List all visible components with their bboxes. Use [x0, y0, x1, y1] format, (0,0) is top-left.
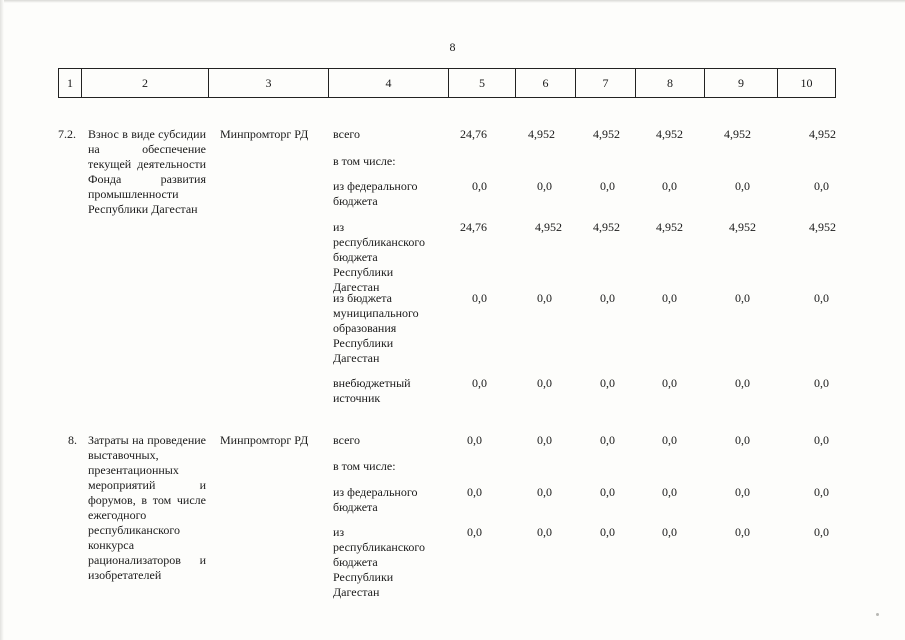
source-label: из республиканского бюджета Республики Дагестан: [333, 220, 425, 294]
value-cell: 0,0: [735, 485, 750, 499]
source-label: внебюджетный источник: [333, 376, 411, 405]
page-number: 8: [449, 40, 456, 54]
value-cell: 0,0: [600, 179, 615, 193]
header-col-6: 6: [515, 69, 575, 97]
value-cell: 0,0: [537, 525, 552, 539]
value-cell: 0,0: [662, 485, 677, 499]
value-cell: 0,0: [467, 525, 482, 539]
value-cell: 4,952: [528, 127, 555, 141]
value-cell: 0,0: [814, 525, 829, 539]
header-col-8: 8: [635, 69, 704, 97]
source-label: всего: [333, 127, 361, 141]
value-cell: 24,76: [460, 220, 487, 234]
value-cell: 0,0: [735, 433, 750, 447]
scan-speck: [876, 613, 879, 616]
value-cell: 0,0: [735, 525, 750, 539]
value-cell: 0,0: [472, 179, 487, 193]
source-label: из республиканского бюджета Республики Дагестан: [333, 525, 425, 599]
value-cell: 4,952: [729, 220, 756, 234]
header-col-3: 3: [208, 69, 328, 97]
value-cell: 0,0: [662, 291, 677, 305]
value-cell: 4,952: [656, 220, 683, 234]
header-col-4: 4: [328, 69, 448, 97]
value-cell: 0,0: [814, 291, 829, 305]
value-cell: 0,0: [814, 485, 829, 499]
header-col-7: 7: [575, 69, 635, 97]
source-label: из федерального бюджета: [333, 179, 418, 208]
value-cell: 0,0: [662, 179, 677, 193]
event-name: Затраты на проведение выставочных, презентационных мероприятий и форумов, в том числе ежегодного республиканского конкурса рационализаторов и изобретателей: [88, 433, 206, 582]
value-cell: 24,76: [460, 127, 487, 141]
table-header: [58, 68, 836, 98]
value-cell: 0,0: [472, 376, 487, 390]
value-cell: 4,952: [656, 127, 683, 141]
value-cell: 0,0: [467, 433, 482, 447]
scan-edge-top: [0, 0, 905, 3]
value-cell: 0,0: [662, 525, 677, 539]
value-cell: 4,952: [809, 127, 836, 141]
value-cell: 0,0: [600, 291, 615, 305]
value-cell: 0,0: [537, 376, 552, 390]
value-cell: 4,952: [809, 220, 836, 234]
header-col-9: 9: [704, 69, 777, 97]
value-cell: 0,0: [600, 485, 615, 499]
header-col-10: 10: [777, 69, 836, 97]
value-cell: 4,952: [724, 127, 751, 141]
value-cell: 0,0: [600, 525, 615, 539]
source-label: в том числе:: [333, 154, 396, 168]
value-cell: 0,0: [814, 376, 829, 390]
row-number: 7.2.: [58, 127, 76, 141]
value-cell: 0,0: [467, 485, 482, 499]
value-cell: 0,0: [537, 433, 552, 447]
value-cell: 0,0: [600, 433, 615, 447]
value-cell: 0,0: [735, 376, 750, 390]
value-cell: 0,0: [600, 376, 615, 390]
value-cell: 0,0: [472, 291, 487, 305]
row-number: 8.: [68, 433, 77, 447]
value-cell: 4,952: [535, 220, 562, 234]
value-cell: 4,952: [593, 220, 620, 234]
source-label: из федерального бюджета: [333, 485, 418, 514]
value-cell: 0,0: [814, 179, 829, 193]
executor: Минпромторг РД: [220, 127, 309, 141]
source-label: из бюджета муниципального образования Республики Дагестан: [333, 291, 419, 365]
value-cell: 4,952: [593, 127, 620, 141]
value-cell: 0,0: [662, 376, 677, 390]
value-cell: 0,0: [662, 433, 677, 447]
value-cell: 0,0: [537, 485, 552, 499]
event-name: Взнос в виде субсидии на обеспечение текущей деятельности Фонда развития промышленности Республики Дагестан: [88, 127, 206, 216]
header-col-1: 1: [58, 69, 81, 97]
source-label: в том числе:: [333, 459, 396, 473]
value-cell: 0,0: [537, 179, 552, 193]
header-col-2: 2: [81, 69, 208, 97]
header-col-5: 5: [448, 69, 515, 97]
value-cell: 0,0: [735, 179, 750, 193]
value-cell: 0,0: [735, 291, 750, 305]
source-label: всего: [333, 433, 361, 447]
executor: Минпромторг РД: [220, 433, 309, 447]
value-cell: 0,0: [537, 291, 552, 305]
value-cell: 0,0: [814, 433, 829, 447]
scan-edge-left: [0, 0, 4, 640]
